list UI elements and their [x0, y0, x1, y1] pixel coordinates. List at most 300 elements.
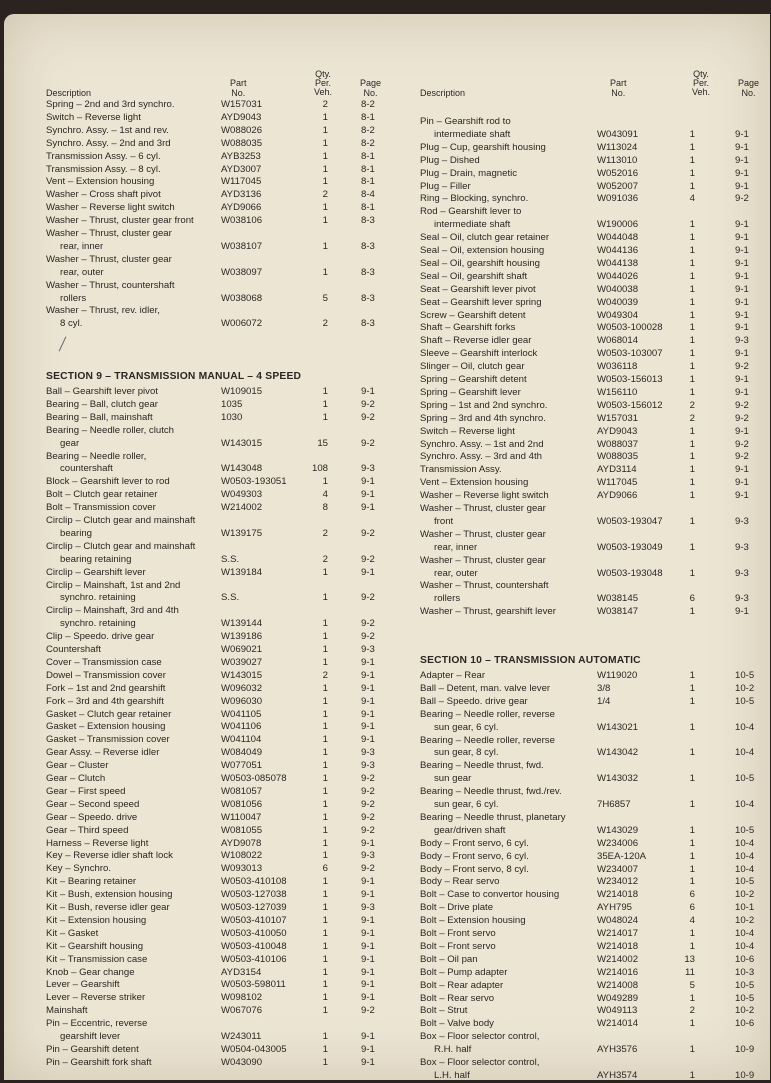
- item-qty: 8: [322, 502, 328, 514]
- item-page-no: 10-1: [735, 902, 755, 914]
- item-description: Spring – Gearshift detent: [420, 374, 527, 385]
- header-qty-per-veh: Qty. Per. Veh.: [314, 69, 333, 97]
- item-part-no: W0503-410107: [221, 914, 287, 926]
- item-qty: 1: [689, 670, 695, 681]
- item-page-no: 10-4: [735, 940, 755, 952]
- item-qty: 1: [689, 695, 695, 707]
- item-part-no: W038106: [221, 215, 263, 227]
- item-page-no: 9-2: [735, 438, 749, 450]
- item-qty: 1: [689, 283, 695, 295]
- item-page-no: 9-3: [735, 567, 749, 579]
- item-page-no: 9-1: [735, 141, 749, 153]
- item-part-no: 3/8: [597, 682, 611, 694]
- item-description: Bolt – Pump adapter: [420, 966, 508, 978]
- item-qty: 1: [689, 374, 695, 385]
- item-part-no: W088035: [597, 451, 639, 463]
- item-qty: 1: [689, 335, 695, 347]
- item-part-no: W156110: [597, 386, 638, 398]
- item-description: Washer – Cross shaft pivot: [46, 189, 161, 201]
- item-page-no: 9-1: [361, 734, 375, 746]
- item-description: Gear – Cluster: [46, 760, 109, 772]
- item-qty: 1: [322, 398, 328, 410]
- item-description: Vent – Extension housing: [420, 477, 529, 489]
- item-page-no: 9-3: [361, 850, 375, 862]
- item-part-no: W044026: [597, 270, 639, 282]
- item-part-no: W096030: [221, 695, 263, 707]
- item-description: Harness – Reverse light: [46, 837, 149, 849]
- item-description: Spring – 1st and 2nd synchro.: [420, 399, 548, 411]
- item-part-no: S.S.: [221, 553, 240, 565]
- item-description: Body – Front servo, 6 cyl.: [420, 850, 529, 862]
- item-page-no: 9-1: [361, 927, 375, 939]
- item-qty: 1: [322, 798, 328, 810]
- item-qty: 1: [689, 606, 695, 618]
- item-description: Lever – Reverse striker: [46, 992, 146, 1004]
- item-page-no: 10-5: [735, 979, 755, 991]
- item-page-no: 8-3: [361, 266, 375, 278]
- item-qty: 4: [689, 915, 695, 927]
- item-qty: 1: [689, 747, 695, 759]
- item-qty: 1: [689, 322, 695, 334]
- item-description: Washer – Thrust, countershaft: [420, 580, 549, 592]
- item-description: Seal – Oil, gearshift housing: [420, 257, 540, 269]
- item-description: Washer – Reverse light switch: [420, 490, 549, 502]
- item-description: Ring – Blocking, synchro.: [420, 193, 529, 205]
- item-part-no: W0503-156012: [597, 399, 663, 411]
- item-description-continued: synchro. retaining: [60, 618, 136, 630]
- item-part-no: W0503-085078: [221, 773, 287, 784]
- item-description: Circlip – Clutch gear and mainshaft: [46, 515, 196, 526]
- item-part-no: W0503-193048: [597, 567, 663, 579]
- item-page-no: 9-2: [735, 412, 749, 424]
- item-description: Gasket – Transmission cover: [46, 734, 170, 746]
- item-qty: 1: [689, 348, 695, 360]
- item-qty: 1: [689, 296, 695, 308]
- item-description: Bearing – Needle thrust, fwd.: [420, 760, 544, 772]
- item-description-continued: sun gear, 6 cyl.: [434, 799, 499, 810]
- item-part-no: W143015: [221, 437, 263, 449]
- item-description: Ball – Gearshift lever pivot: [46, 386, 158, 397]
- item-description: Bolt – Clutch gear retainer: [46, 489, 158, 501]
- item-qty: 1: [689, 451, 695, 463]
- item-description: Sleeve – Gearshift interlock: [420, 348, 538, 360]
- item-part-no: W234006: [597, 837, 639, 849]
- item-qty: 1: [689, 438, 695, 450]
- item-description: Bolt – Transmission cover: [46, 502, 156, 514]
- item-part-no: W067076: [221, 1005, 263, 1017]
- item-page-no: 9-1: [361, 476, 375, 488]
- item-page-no: 9-1: [361, 656, 375, 668]
- item-description: Vent – Extension housing: [46, 176, 155, 188]
- item-part-no: 1/4: [597, 695, 611, 707]
- item-part-no: W117045: [221, 176, 262, 188]
- item-page-no: 9-1: [361, 876, 375, 888]
- item-page-no: 9-1: [735, 128, 749, 140]
- item-description: Bearing – Ball, clutch gear: [46, 398, 158, 410]
- item-part-no: W044048: [597, 232, 639, 244]
- item-description: Bolt – Oil pan: [420, 953, 478, 965]
- item-qty: 1: [322, 876, 328, 888]
- item-page-no: 10-6: [735, 953, 755, 965]
- item-part-no: AYD3154: [221, 966, 262, 978]
- item-part-no: W0503-410106: [221, 953, 287, 965]
- item-qty: 2: [322, 189, 328, 201]
- item-description: Spring – 3rd and 4th synchro.: [420, 412, 546, 424]
- item-part-no: W214014: [597, 1018, 639, 1030]
- item-description: Bearing – Needle thrust, fwd./rev.: [420, 786, 562, 798]
- item-description-continued: R.H. half: [434, 1044, 472, 1056]
- item-page-no: 9-1: [361, 979, 375, 991]
- item-part-no: W049113: [597, 1005, 638, 1017]
- item-page-no: 10-6: [735, 1018, 755, 1030]
- item-qty: 2: [322, 318, 328, 330]
- item-qty: 1: [322, 902, 328, 913]
- item-page-no: 9-2: [735, 399, 749, 411]
- item-description: Washer – Thrust, cluster gear front: [46, 215, 194, 227]
- item-part-no: W143029: [597, 824, 639, 836]
- item-part-no: AYD9066: [597, 490, 638, 502]
- item-qty: 1: [689, 167, 695, 179]
- item-description-continued: bearing: [60, 527, 93, 539]
- item-page-no: 9-1: [735, 490, 749, 502]
- item-page-no: 9-2: [361, 631, 375, 643]
- item-description-continued: intermediate shaft: [434, 219, 511, 231]
- item-part-no: W143032: [597, 773, 639, 785]
- item-description: Synchro. Assy. – 2nd and 3rd: [46, 137, 171, 149]
- item-qty: 1: [689, 464, 695, 476]
- item-part-no: W113010: [597, 154, 638, 166]
- item-page-no: 9-3: [361, 902, 375, 913]
- item-description: Plug – Filler: [420, 180, 471, 192]
- item-page-no: 9-1: [735, 232, 749, 244]
- item-description-continued: rear, inner: [434, 541, 478, 553]
- item-page-no: 9-1: [735, 219, 749, 231]
- item-description-continued: gear: [60, 437, 80, 449]
- item-description: Bearing – Needle roller, clutch: [46, 424, 174, 436]
- item-page-no: 9-2: [361, 618, 375, 630]
- item-page-no: 9-1: [361, 1043, 375, 1055]
- item-page-no: 9-1: [361, 721, 375, 733]
- item-qty: 4: [689, 193, 695, 205]
- item-page-no: 8-2: [361, 137, 375, 149]
- item-part-no: W041104: [221, 734, 262, 746]
- item-part-no: W0503-598011: [221, 979, 286, 991]
- item-part-no: AYD3114: [597, 464, 637, 476]
- item-qty: 1: [322, 618, 328, 630]
- item-description: Washer – Thrust, countershaft: [46, 279, 175, 291]
- item-part-no: W214018: [597, 889, 639, 901]
- item-page-no: 8-1: [361, 202, 375, 214]
- item-part-no: W139186: [221, 631, 263, 643]
- item-qty: 1: [322, 953, 328, 965]
- item-part-no: 1035: [221, 398, 243, 410]
- item-qty: 1: [322, 927, 328, 939]
- item-qty: 6: [322, 863, 328, 875]
- item-description: Synchro. Assy. – 1st and 2nd: [420, 438, 544, 450]
- item-part-no: W049289: [597, 992, 639, 1004]
- item-description: Adapter – Rear: [420, 670, 486, 681]
- item-page-no: 9-1: [735, 374, 749, 385]
- item-page-no: 9-1: [735, 270, 749, 282]
- item-page-no: 9-1: [735, 348, 749, 360]
- parts-catalog-page: [4, 14, 770, 1080]
- item-description: Gear – Speedo. drive: [46, 811, 138, 823]
- item-page-no: 9-2: [361, 785, 375, 797]
- item-part-no: W234012: [597, 876, 639, 888]
- item-qty: 1: [689, 773, 695, 785]
- item-description: Switch – Reverse light: [46, 111, 141, 123]
- item-part-no: W068014: [597, 335, 639, 347]
- item-qty: 6: [689, 902, 695, 914]
- item-qty: 1: [322, 150, 328, 162]
- item-qty: 1: [322, 566, 328, 578]
- item-page-no: 8-1: [361, 163, 375, 175]
- item-qty: 1: [689, 992, 695, 1004]
- item-page-no: 9-1: [361, 1056, 375, 1068]
- item-qty: 1: [689, 245, 695, 256]
- item-description: Bolt – Front servo: [420, 928, 496, 939]
- item-description: Ball – Speedo. drive gear: [420, 695, 528, 707]
- item-part-no: W084049: [221, 747, 263, 759]
- item-part-no: W038147: [597, 606, 639, 618]
- item-page-no: 9-3: [361, 644, 375, 655]
- item-description: Countershaft: [46, 644, 101, 655]
- item-page-no: 10-4: [735, 721, 755, 733]
- item-qty: 1: [322, 266, 328, 278]
- item-description: Body – Front servo, 8 cyl.: [420, 863, 529, 875]
- item-qty: 2: [322, 527, 328, 539]
- item-qty: 1: [689, 824, 695, 836]
- item-part-no: W098102: [221, 992, 263, 1004]
- item-qty: 2: [322, 99, 328, 110]
- item-description: Plug – Dished: [420, 154, 480, 166]
- item-qty: 1: [322, 785, 328, 797]
- item-qty: 1: [689, 541, 695, 553]
- item-part-no: W0503-410048: [221, 940, 287, 952]
- item-page-no: 9-1: [361, 914, 375, 926]
- item-qty: 1: [322, 215, 328, 227]
- item-description: Shaft – Reverse idler gear: [420, 335, 532, 347]
- item-part-no: W039027: [221, 656, 263, 668]
- item-qty: 1: [689, 361, 695, 373]
- item-part-no: W234007: [597, 863, 639, 875]
- item-page-no: 9-1: [361, 489, 375, 501]
- item-description: Body – Front servo, 6 cyl.: [420, 837, 529, 849]
- item-page-no: 9-1: [735, 464, 749, 476]
- item-qty: 1: [689, 309, 695, 321]
- item-description-continued: L.H. half: [434, 1069, 470, 1081]
- item-page-no: 9-1: [735, 477, 749, 489]
- item-part-no: W0503-410108: [221, 876, 287, 888]
- header-description: Description: [46, 88, 92, 98]
- item-qty: 2: [689, 399, 695, 411]
- item-page-no: 9-3: [735, 515, 749, 527]
- item-part-no: W006072: [221, 318, 263, 330]
- item-description-continued: synchro. retaining: [60, 592, 136, 604]
- item-qty: 1: [322, 111, 328, 123]
- item-qty: 1: [689, 1018, 695, 1030]
- item-qty: 1: [689, 490, 695, 502]
- item-page-no: 10-5: [735, 695, 755, 707]
- item-page-no: 9-1: [361, 889, 375, 901]
- item-page-no: 9-1: [361, 966, 375, 978]
- item-description-continued: 8 cyl.: [60, 318, 83, 330]
- item-description: Gear – First speed: [46, 785, 126, 797]
- item-part-no: W143021: [597, 721, 639, 733]
- item-qty: 1: [322, 695, 328, 707]
- item-qty: 2: [689, 412, 695, 424]
- item-part-no: W0503-100028: [597, 322, 663, 334]
- item-qty: 1: [322, 1043, 328, 1055]
- item-description: Box – Floor selector control,: [420, 1057, 540, 1068]
- header-part-no: Part No.: [610, 78, 627, 98]
- item-description: Pin – Gearshift detent: [46, 1043, 139, 1055]
- item-page-no: 9-2: [361, 773, 375, 784]
- item-description-continued: rollers: [434, 593, 461, 605]
- item-part-no: W108022: [221, 850, 263, 862]
- item-qty: 1: [689, 1069, 695, 1081]
- item-description: Washer – Thrust, rev. idler,: [46, 305, 160, 317]
- item-qty: 2: [689, 1005, 695, 1017]
- item-description: Pin – Gearshift fork shaft: [46, 1056, 152, 1068]
- item-part-no: W214017: [597, 928, 639, 939]
- item-qty: 4: [322, 489, 328, 501]
- item-description: Shaft – Gearshift forks: [420, 322, 516, 334]
- item-part-no: W052007: [597, 180, 639, 192]
- item-description: Clip – Speedo. drive gear: [46, 631, 155, 643]
- item-qty: 1: [322, 889, 328, 901]
- item-page-no: 9-1: [361, 682, 375, 694]
- item-qty: 1: [689, 721, 695, 733]
- item-description: Key – Synchro.: [46, 863, 112, 875]
- item-part-no: W088037: [597, 438, 639, 450]
- item-description: Kit – Transmission case: [46, 953, 148, 965]
- item-qty: 1: [689, 850, 695, 862]
- item-description: Washer – Thrust, cluster gear: [420, 503, 546, 514]
- item-description: Gear – Third speed: [46, 824, 129, 836]
- item-description: Bolt – Valve body: [420, 1018, 494, 1030]
- item-page-no: 9-3: [361, 760, 375, 772]
- header-part-no: Part No.: [230, 78, 247, 98]
- item-page-no: 9-1: [361, 566, 375, 578]
- item-qty: 1: [689, 940, 695, 952]
- item-description: Screw – Gearshift detent: [420, 309, 526, 321]
- item-description-continued: rear, outer: [60, 266, 104, 278]
- item-qty: 1: [322, 940, 328, 952]
- item-description: Transmission Assy.: [420, 464, 502, 476]
- item-page-no: 8-3: [361, 240, 375, 252]
- item-part-no: W117045: [597, 477, 638, 489]
- item-qty: 1: [322, 773, 328, 784]
- item-page-no: 9-1: [735, 309, 749, 321]
- item-page-no: 8-3: [361, 292, 375, 304]
- item-description: Transmission Assy. – 8 cyl.: [46, 163, 161, 175]
- item-qty: 1: [689, 141, 695, 153]
- header-page-no: Page No.: [360, 78, 382, 98]
- item-part-no: W038097: [221, 266, 263, 278]
- item-page-no: 9-1: [361, 992, 375, 1004]
- item-description-continued: rear, inner: [60, 240, 104, 252]
- item-page-no: 8-3: [361, 318, 375, 330]
- item-qty: 1: [689, 682, 695, 694]
- item-page-no: 9-1: [361, 386, 375, 397]
- item-page-no: 9-2: [735, 361, 749, 373]
- item-qty: 5: [322, 292, 328, 304]
- item-qty: 1: [322, 644, 328, 655]
- item-page-no: 9-1: [361, 837, 375, 849]
- item-description: Pin – Gearshift rod to: [420, 116, 511, 127]
- item-part-no: W214002: [221, 502, 263, 514]
- item-description: Bearing – Needle roller, reverse: [420, 734, 555, 746]
- item-description-continued: countershaft: [60, 463, 113, 475]
- item-page-no: 9-1: [735, 283, 749, 295]
- item-qty: 1: [322, 811, 328, 823]
- item-page-no: 9-1: [735, 245, 749, 256]
- item-qty: 1: [322, 682, 328, 694]
- item-description: Bearing – Needle thrust, planetary: [420, 811, 566, 823]
- item-part-no: W093013: [221, 863, 263, 875]
- item-description: Bolt – Strut: [420, 1005, 468, 1017]
- item-part-no: W214016: [597, 966, 639, 978]
- item-description: Circlip – Mainshaft, 3rd and 4th: [46, 605, 179, 617]
- item-qty: 1: [322, 760, 328, 772]
- item-page-no: 10-4: [735, 863, 755, 875]
- item-part-no: W043091: [597, 128, 639, 140]
- header-qty-per-veh: Qty. Per. Veh.: [692, 69, 711, 97]
- section-10-title: SECTION 10 – TRANSMISSION AUTOMATIC: [420, 655, 641, 666]
- item-page-no: 10-2: [735, 915, 755, 927]
- item-description-continued: sun gear: [434, 773, 472, 785]
- item-qty: 1: [689, 232, 695, 244]
- item-qty: 5: [689, 979, 695, 991]
- item-part-no: W157031: [597, 412, 639, 424]
- item-part-no: W043090: [221, 1056, 263, 1068]
- item-qty: 1: [322, 631, 328, 643]
- item-page-no: 9-1: [735, 257, 749, 269]
- item-description: Synchro. Assy. – 1st and rev.: [46, 124, 169, 136]
- item-description-continued: intermediate shaft: [434, 128, 511, 140]
- item-description: Gasket – Extension housing: [46, 721, 166, 733]
- item-qty: 2: [322, 553, 328, 565]
- item-part-no: AYH3574: [597, 1069, 638, 1081]
- item-description: Kit – Bush, reverse idler gear: [46, 902, 170, 913]
- item-part-no: W113024: [597, 141, 638, 153]
- item-part-no: AYD9043: [221, 111, 262, 123]
- item-part-no: W038145: [597, 593, 639, 605]
- item-qty: 1: [322, 837, 328, 849]
- item-page-no: 9-2: [361, 811, 375, 823]
- item-description: Washer – Thrust, cluster gear: [420, 554, 546, 566]
- item-page-no: 9-2: [735, 451, 749, 463]
- item-part-no: W214008: [597, 979, 639, 991]
- item-part-no: W040039: [597, 296, 639, 308]
- item-description-continued: rollers: [60, 292, 87, 304]
- item-description: Box – Floor selector control,: [420, 1031, 540, 1043]
- item-page-no: 8-3: [361, 215, 375, 227]
- item-page-no: 10-2: [735, 682, 755, 694]
- item-description: Lever – Gearshift: [46, 979, 120, 991]
- item-part-no: W049304: [597, 309, 639, 321]
- item-description: Seat – Gearshift lever spring: [420, 296, 542, 308]
- item-page-no: 9-3: [361, 463, 375, 475]
- item-qty: 1: [322, 176, 328, 188]
- item-qty: 1: [322, 850, 328, 862]
- item-part-no: AYB3253: [221, 150, 261, 162]
- item-qty: 1: [689, 180, 695, 192]
- item-page-no: 10-4: [735, 850, 755, 862]
- item-description: Circlip – Mainshaft, 1st and 2nd: [46, 579, 181, 591]
- item-description: Spring – Gearshift lever: [420, 386, 521, 398]
